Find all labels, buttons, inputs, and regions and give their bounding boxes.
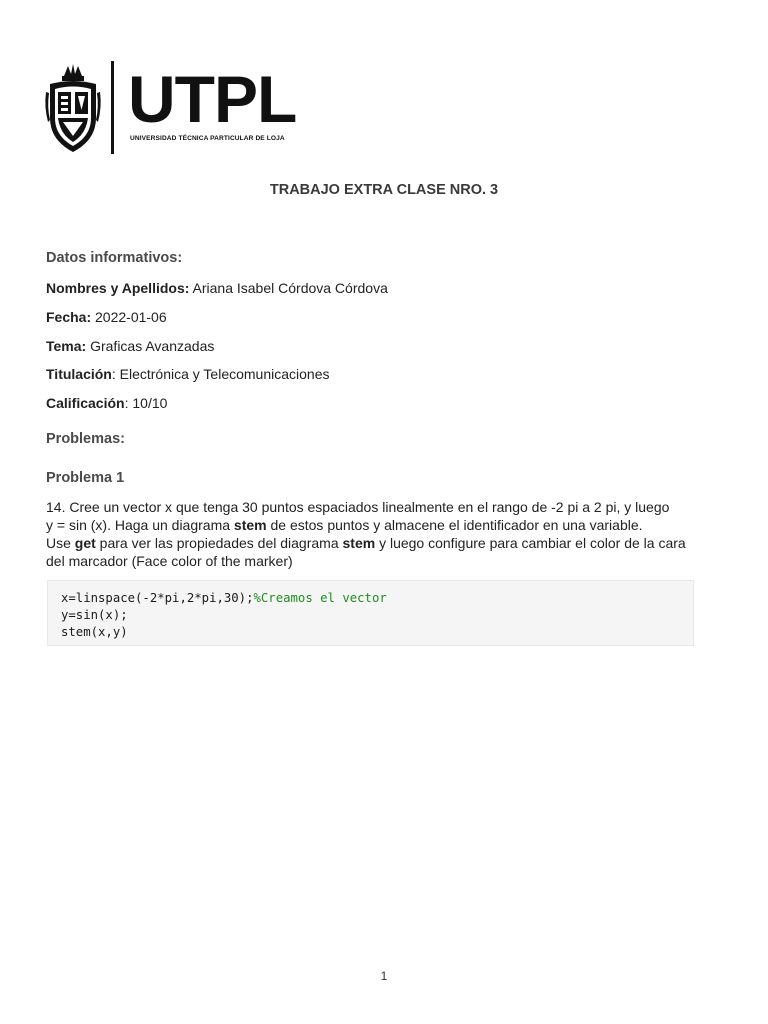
field-name-label: Nombres y Apellidos:: [46, 280, 190, 296]
field-date-label: Fecha:: [46, 309, 92, 325]
university-crest-icon: [44, 62, 102, 154]
logo-wordmark: UTPL: [128, 62, 297, 136]
field-degree-value: : Electrónica y Telecomunicaciones: [111, 366, 330, 382]
field-grade-label: Calificación: [46, 395, 125, 411]
field-grade: [46, 395, 167, 411]
field-grade-value: : 10/10: [124, 395, 168, 411]
statement-line-2: y = sin (x). Haga un diagrama stem de estos puntos y almacene el identificador en una variable.: [46, 517, 643, 533]
problem-1-heading: Problema 1: [46, 470, 125, 486]
field-name-value: Ariana Isabel Córdova Córdova: [189, 280, 388, 296]
code-line-2: y=sin(x);: [61, 608, 128, 622]
field-degree: [46, 366, 330, 382]
utpl-logo: [44, 60, 304, 156]
problems-heading: Problemas:: [46, 431, 125, 447]
problem-1-statement: [46, 498, 706, 570]
page-number: 1: [380, 969, 388, 983]
code-comment: %Creamos el vector: [253, 591, 387, 605]
field-name: [46, 280, 388, 296]
field-topic-value: Graficas Avanzadas: [86, 338, 215, 354]
field-date-value: 2022-01-06: [91, 309, 167, 325]
field-topic-label: Tema:: [46, 338, 87, 354]
field-degree-label: Titulación: [46, 366, 112, 382]
document-title: TRABAJO EXTRA CLASE NRO. 3: [269, 182, 499, 198]
field-date: [46, 309, 167, 325]
statement-line-4: del marcador (Face color of the marker): [46, 553, 293, 569]
field-topic: [46, 338, 214, 354]
logo-subtitle: UNIVERSIDAD TÉCNICA PARTICULAR DE LOJA: [130, 135, 285, 142]
statement-line-1: 14. Cree un vector x que tenga 30 puntos espaciados linealmente en el rango de -2 pi a 2 pi, y luego: [46, 499, 670, 515]
code-line-1: x=linspace(-2*pi,2*pi,30);%Creamos el vector: [61, 591, 387, 605]
logo-divider: [111, 61, 114, 154]
statement-line-3: Use get para ver las propiedades del diagrama stem y luego configure para cambiar el color de la cara: [46, 535, 686, 551]
code-block: [47, 580, 694, 646]
info-heading: Datos informativos:: [46, 250, 183, 266]
code-line-3: stem(x,y): [61, 625, 128, 639]
